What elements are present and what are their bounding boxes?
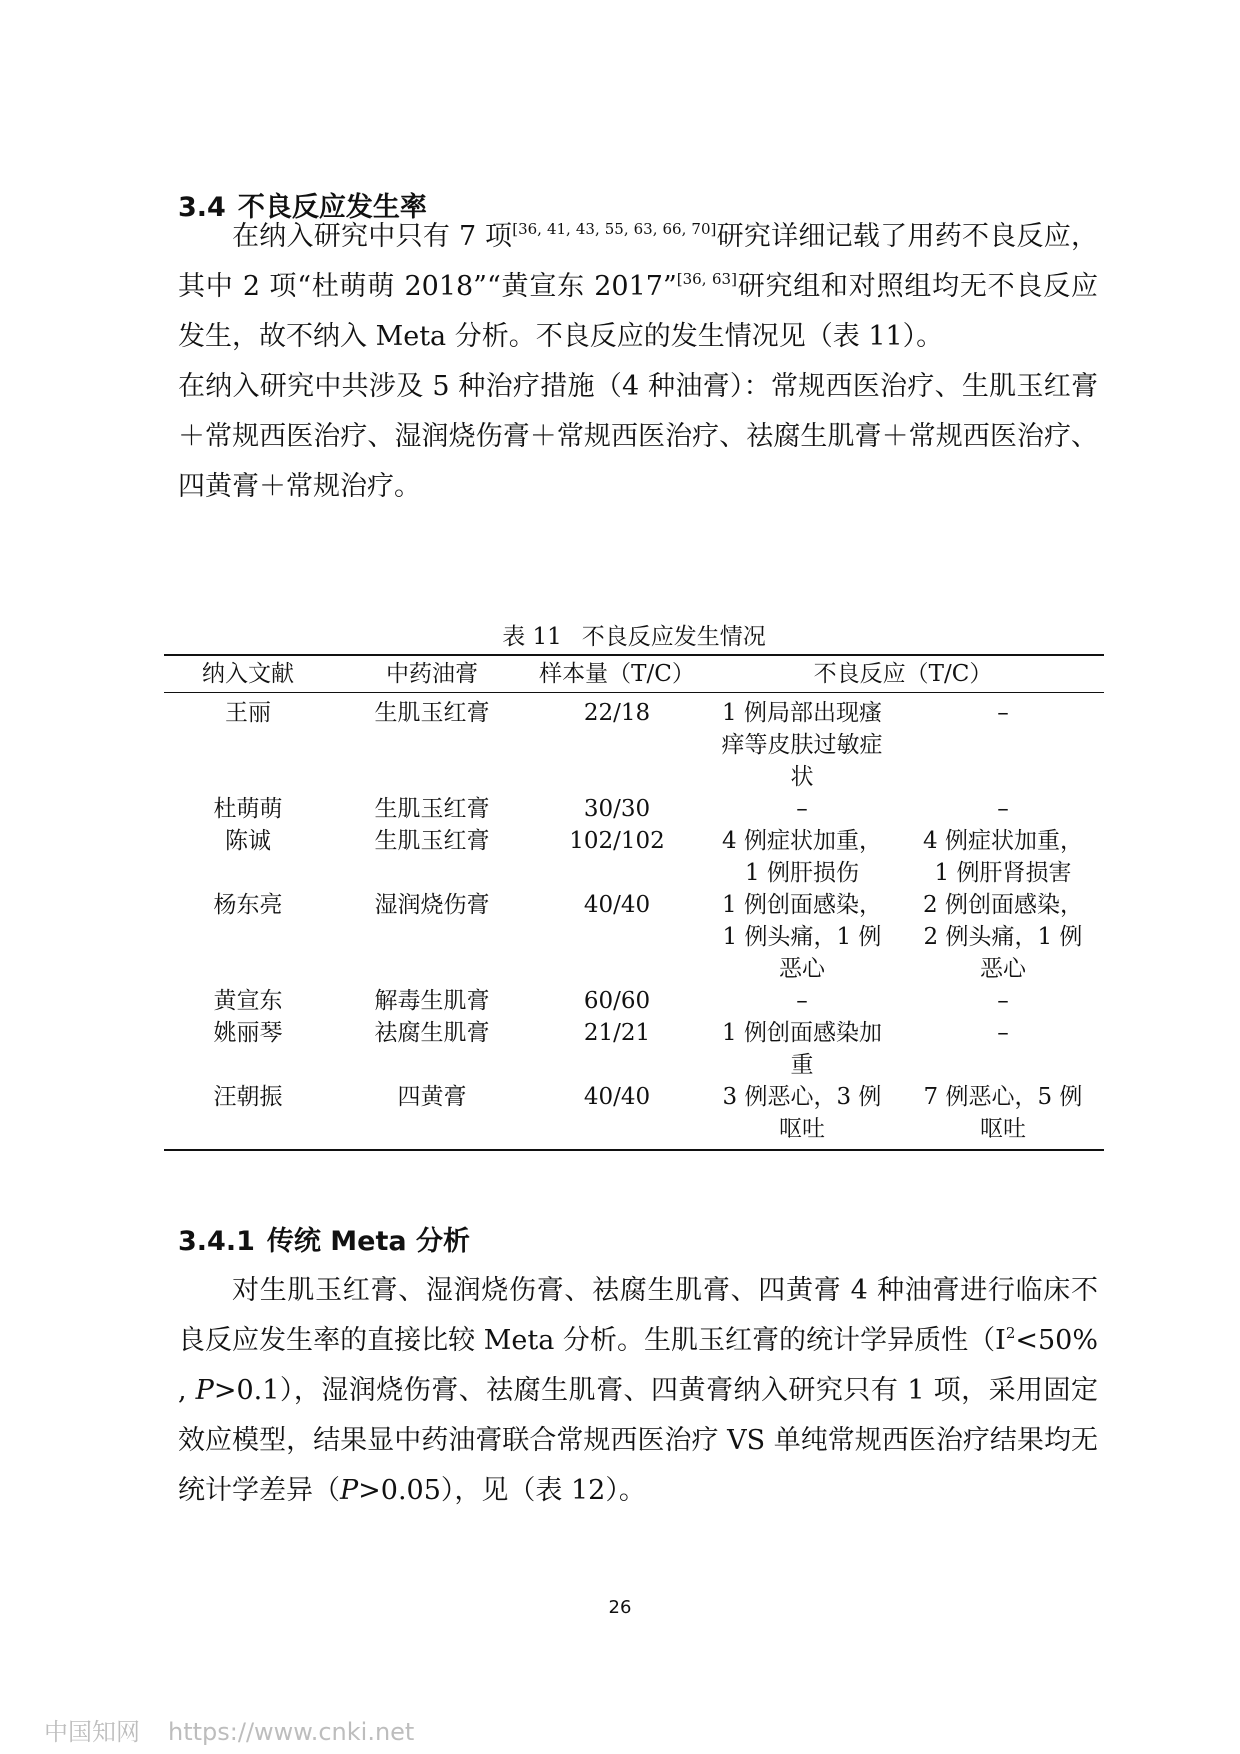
paragraph-adverse-reactions-intro xyxy=(178,212,1098,362)
cell-study: 王丽 xyxy=(225,700,271,726)
citation-ref: [36, 41, 43, 55, 63, 66, 70] xyxy=(512,220,717,238)
cell-ae-control: – xyxy=(997,1020,1009,1046)
section-title: 传统 Meta 分析 xyxy=(266,1226,470,1257)
cell-ointment: 解毒生肌膏 xyxy=(374,988,490,1014)
cell-ae-treatment xyxy=(702,1017,902,1081)
page-number: 26 xyxy=(608,1597,632,1618)
table-11 xyxy=(164,654,1104,1151)
italic-p: P xyxy=(195,1375,214,1406)
superscript: 2 xyxy=(1005,1324,1016,1342)
cell-ae-control xyxy=(902,889,1104,985)
cell-study: 黄宣东 xyxy=(213,988,283,1014)
cell-ae-treatment xyxy=(702,1081,902,1150)
cell-text: 1 例创面感染，1 例头痛，1 例恶心 xyxy=(722,892,882,982)
cell-ae-treatment: – xyxy=(796,796,808,822)
col-header-ointment: 中药油膏 xyxy=(332,655,532,693)
col-header-sample: 样本量（T/C） xyxy=(532,655,702,693)
cell-text: 3 例恶心，3 例呕吐 xyxy=(722,1084,882,1142)
section-title: 不良反应发生率 xyxy=(237,192,427,223)
cell-ae-control xyxy=(902,1081,1104,1150)
cell-ointment: 生肌玉红膏 xyxy=(374,700,490,726)
cell-text: 4 例症状加重，1 例肝损伤 xyxy=(722,828,882,886)
cell-ointment: 湿润烧伤膏 xyxy=(374,892,490,918)
cell-ae-treatment xyxy=(702,693,902,794)
cell-study: 陈诚 xyxy=(225,828,271,854)
cell-ae-treatment: – xyxy=(796,988,808,1014)
table-row xyxy=(164,1017,1104,1081)
cell-ae-treatment xyxy=(702,889,902,985)
cell-sample: 21/21 xyxy=(583,1020,651,1046)
section-3-4-body xyxy=(178,212,1098,512)
cell-text: 1 例创面感染加重 xyxy=(722,1020,882,1078)
table-row xyxy=(164,889,1104,985)
cell-sample: 22/18 xyxy=(583,700,651,726)
text-run: 在纳入研究中只有 7 项 xyxy=(232,221,513,252)
col-header-adverse-reaction: 不良反应（T/C） xyxy=(702,655,1104,693)
cell-study: 杜萌萌 xyxy=(213,796,283,822)
cell-ae-control: – xyxy=(997,796,1009,822)
paragraph-treatments: 在纳入研究中共涉及 5 种治疗措施（4 种油膏）：常规西医治疗、生肌玉红膏＋常规西医治疗、湿润烧伤膏＋常规西医治疗、祛腐生肌膏＋常规西医治疗、四黄膏＋常规治疗。 xyxy=(178,371,1098,502)
table-header-row xyxy=(164,655,1104,693)
italic-p: P xyxy=(340,1475,359,1506)
table-row xyxy=(164,985,1104,1017)
cell-ointment: 四黄膏 xyxy=(332,1081,532,1150)
paragraph-meta-analysis xyxy=(178,1266,1098,1516)
cell-text: 2 例创面感染，2 例头痛，1 例恶心 xyxy=(923,892,1083,982)
cell-sample: 40/40 xyxy=(583,892,651,918)
cell-study: 姚丽琴 xyxy=(213,1020,283,1046)
text-run: 研究组和对照组均无不良反应发生，故不纳入 Meta 分析。不良反应的发生情况见（表 11）。 xyxy=(178,271,1098,352)
cell-ointment: 生肌玉红膏 xyxy=(374,828,490,854)
cell-study: 汪朝振 xyxy=(164,1081,332,1150)
citation-ref: [36, 63] xyxy=(676,270,737,288)
cell-ae-control: – xyxy=(997,988,1009,1014)
cell-ointment: 生肌玉红膏 xyxy=(374,796,490,822)
text-run: 对生肌玉红膏、湿润烧伤膏、祛腐生肌膏、四黄膏 4 种油膏进行临床不良反应发生率的直接比较 Meta 分析。生肌玉红膏的统计学异质性（I xyxy=(178,1275,1098,1356)
col-header-study: 纳入文献 xyxy=(164,655,332,693)
cell-text: 7 例恶心，5 例呕吐 xyxy=(923,1084,1083,1142)
table-11-caption xyxy=(164,621,1104,653)
table-title: 不良反应发生情况 xyxy=(581,624,766,650)
cell-sample: 60/60 xyxy=(583,988,651,1014)
watermark-brand: 中国知网 xyxy=(44,1718,140,1746)
cell-text: 1 例局部出现瘙痒等皮肤过敏症状 xyxy=(721,700,883,790)
section-heading-3-4-1 xyxy=(178,1222,470,1262)
section-number: 3.4.1 xyxy=(178,1226,255,1257)
cell-study: 杨东亮 xyxy=(213,892,283,918)
text-run: >0.1），湿润烧伤膏、祛腐生肌膏、四黄膏纳入研究只有 1 项，采用固定效应模型，结果显中药油膏联合常规西医治疗 VS 单纯常规西医治疗结果均无统计学差异（ xyxy=(178,1375,1099,1506)
cell-ae-control: – xyxy=(997,700,1009,726)
cell-sample: 40/40 xyxy=(532,1081,702,1150)
table-number: 表 11 xyxy=(502,624,562,650)
cell-ae-control xyxy=(902,825,1104,889)
table-row xyxy=(164,693,1104,794)
section-number: 3.4 xyxy=(178,192,226,223)
cell-ointment: 祛腐生肌膏 xyxy=(374,1020,490,1046)
table-row xyxy=(164,1081,1104,1150)
watermark-site: https://www.cnki.net xyxy=(168,1718,415,1746)
section-3-4-1-body xyxy=(178,1266,1098,1516)
table-row xyxy=(164,825,1104,889)
cell-sample: 30/30 xyxy=(583,796,651,822)
text-run: >0.05），见（表 12）。 xyxy=(358,1475,646,1506)
cell-ae-treatment xyxy=(702,825,902,889)
text-run: 研究详细记载了用药不良反应，其中 2 项“杜萌萌 2018”“黄宣东 2017” xyxy=(178,221,1099,302)
text-run: <50% , xyxy=(178,1325,1098,1406)
cell-text: 4 例症状加重，1 例肝肾损害 xyxy=(923,828,1083,886)
table-row xyxy=(164,793,1104,825)
cnki-watermark xyxy=(44,1712,414,1747)
cell-sample: 102/102 xyxy=(569,828,665,854)
